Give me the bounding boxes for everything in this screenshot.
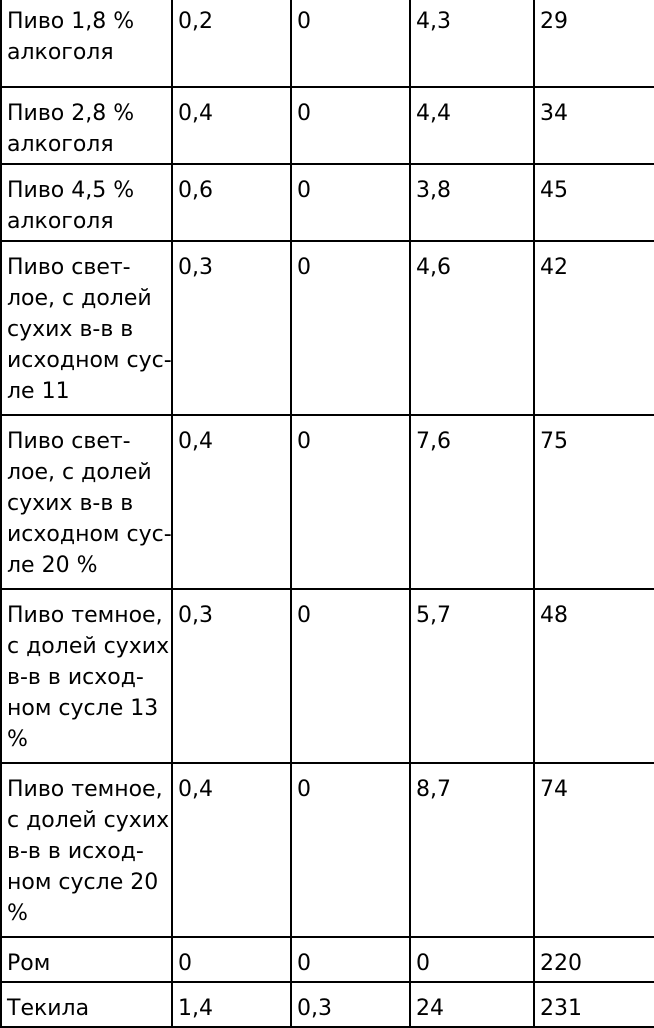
calories-cell: 48 — [534, 589, 654, 763]
protein-cell: 0,4 — [172, 415, 291, 589]
calories-cell: 231 — [534, 982, 654, 1027]
product-name-cell: Пиво свет- лое, с долей сухих в-в в исходном сус- ле 20 % — [1, 415, 172, 589]
table-row — [1, 0, 654, 87]
protein-cell: 0,4 — [172, 763, 291, 937]
product-name-cell: Пиво 1,8 % алкоголя — [1, 0, 172, 87]
table-row — [1, 87, 654, 164]
calories-cell: 34 — [534, 87, 654, 164]
product-name-cell: Пиво 4,5 % алкоголя — [1, 164, 172, 241]
product-name-cell: Пиво темное, с долей сухих в-в в исход- ном сусле 13 % — [1, 589, 172, 763]
table-row — [1, 164, 654, 241]
product-name-cell: Пиво свет- лое, с долей сухих в-в в исходном сус- ле 11 — [1, 241, 172, 415]
calories-cell: 42 — [534, 241, 654, 415]
protein-cell: 0,6 — [172, 164, 291, 241]
carbs-cell: 0 — [410, 937, 534, 982]
carbs-cell: 4,6 — [410, 241, 534, 415]
calories-cell: 45 — [534, 164, 654, 241]
fat-cell: 0 — [291, 415, 410, 589]
fat-cell: 0 — [291, 589, 410, 763]
calories-cell: 75 — [534, 415, 654, 589]
product-name-cell: Пиво темное, с долей сухих в-в в исход- ном сусле 20 % — [1, 763, 172, 937]
protein-cell: 1,4 — [172, 982, 291, 1027]
table-row — [1, 982, 654, 1027]
protein-cell: 0,3 — [172, 241, 291, 415]
carbs-cell: 8,7 — [410, 763, 534, 937]
product-name-cell: Текила — [1, 982, 172, 1027]
carbs-cell: 24 — [410, 982, 534, 1027]
carbs-cell: 4,4 — [410, 87, 534, 164]
table-row — [1, 937, 654, 982]
calories-cell: 74 — [534, 763, 654, 937]
table-row — [1, 415, 654, 589]
product-name-cell: Ром — [1, 937, 172, 982]
fat-cell: 0 — [291, 0, 410, 87]
protein-cell: 0,4 — [172, 87, 291, 164]
carbs-cell: 7,6 — [410, 415, 534, 589]
fat-cell: 0 — [291, 241, 410, 415]
fat-cell: 0 — [291, 937, 410, 982]
fat-cell: 0 — [291, 87, 410, 164]
protein-cell: 0 — [172, 937, 291, 982]
carbs-cell: 5,7 — [410, 589, 534, 763]
table-row — [1, 763, 654, 937]
fat-cell: 0,3 — [291, 982, 410, 1027]
carbs-cell: 3,8 — [410, 164, 534, 241]
carbs-cell: 4,3 — [410, 0, 534, 87]
fat-cell: 0 — [291, 763, 410, 937]
product-name-cell: Пиво 2,8 % алкоголя — [1, 87, 172, 164]
protein-cell: 0,2 — [172, 0, 291, 87]
table-row — [1, 241, 654, 415]
calories-cell: 220 — [534, 937, 654, 982]
fat-cell: 0 — [291, 164, 410, 241]
table-row — [1, 589, 654, 763]
calories-cell: 29 — [534, 0, 654, 87]
protein-cell: 0,3 — [172, 589, 291, 763]
